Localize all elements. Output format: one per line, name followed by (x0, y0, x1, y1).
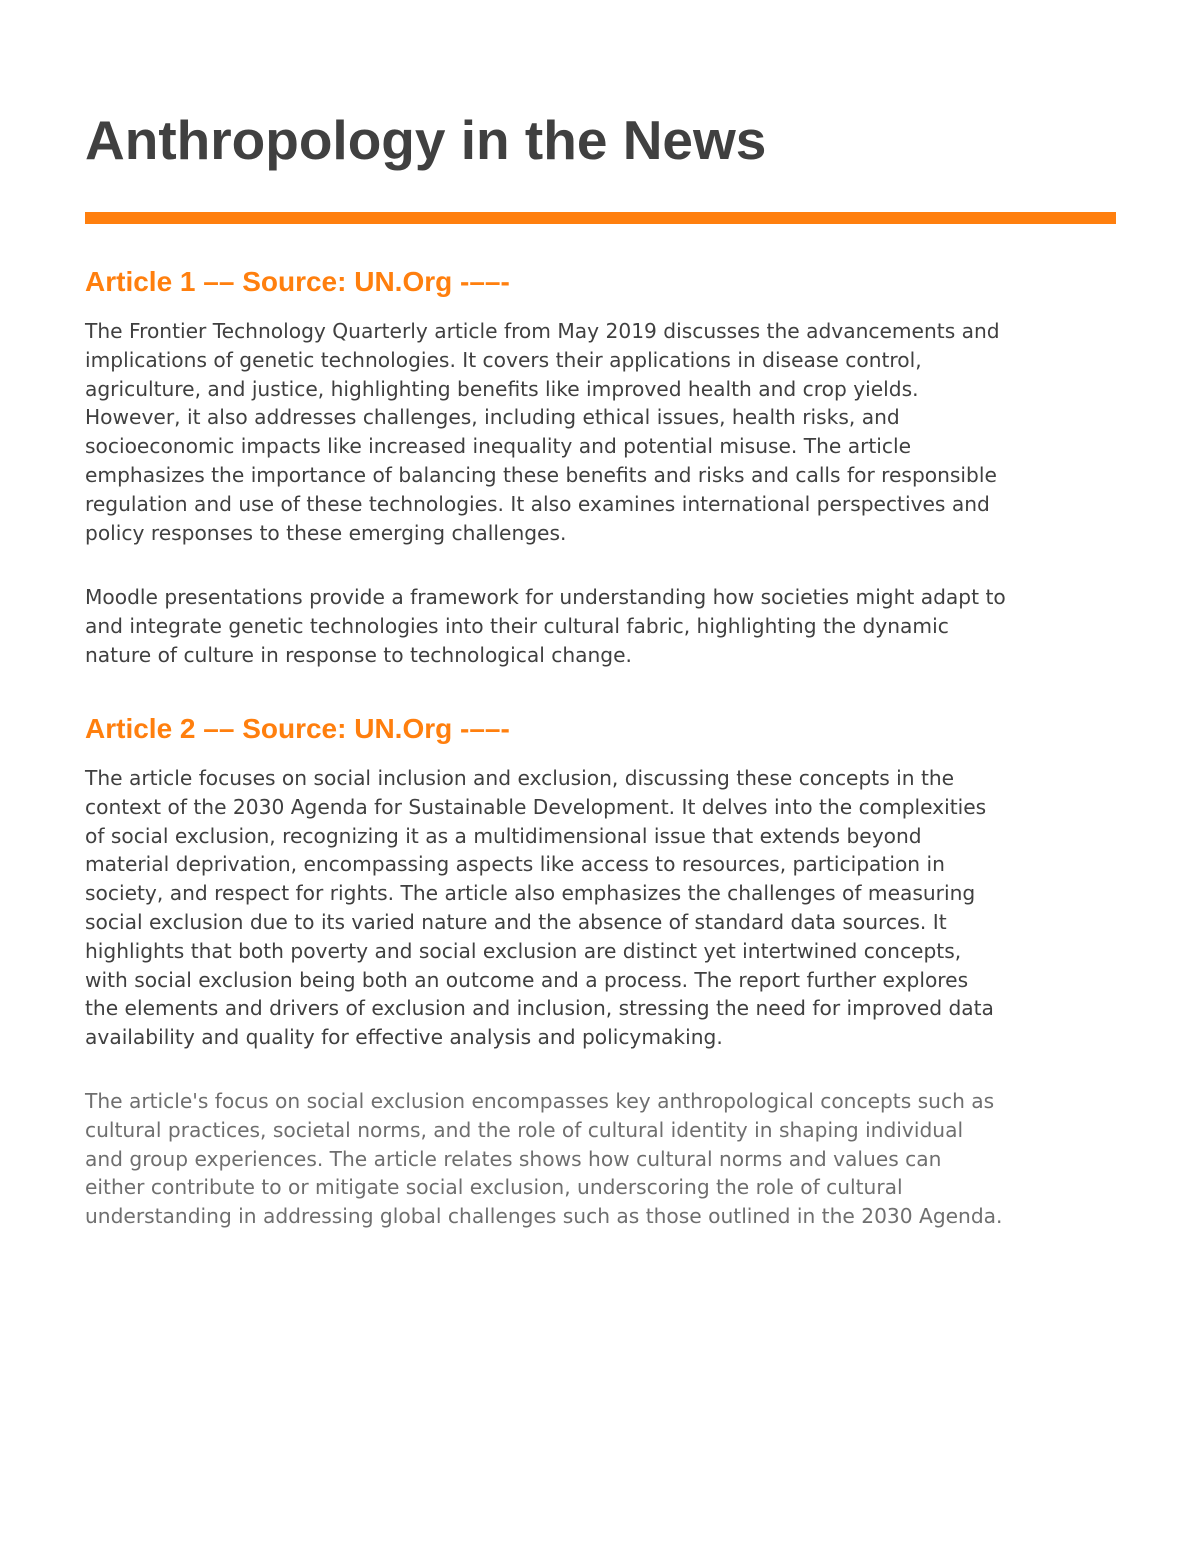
article-2-summary: The article focuses on social inclusion and exclusion, discussing these concepts in the context of the 2030 Agenda for Sustainable Development. It delves into the complexities of social exclusion, recognizing it as a multidimensional issue that extends beyond material deprivation, encompassing aspects like access to resources, participation in society, and respect for rights. The article also emphasizes the challenges of measuring social exclusion due to its varied nature and the absence of standard data sources. It highlights that both poverty and social exclusion are distinct yet intertwined concepts, with social exclusion being both an outcome and a process. The report further explores the elements and drivers of exclusion and inclusion, stressing the need for improved data availability and quality for effective analysis and policymaking. (85, 766, 994, 1050)
article-1-summary: The Frontier Technology Quarterly article from May 2019 discusses the advancements and implications of genetic technologies. It covers their applications in disease control, agriculture, and justice, highlighting benefits like improved health and crop yields. However, it also addresses challenges, including ethical issues, health risks, and socioeconomic impacts like increased inequality and potential misuse. The article emphasizes the importance of balancing these benefits and risks and calls for responsible regulation and use of these technologies. It also examines international perspectives and policy responses to these emerging challenges. (85, 319, 1000, 545)
article-2-heading: Article 2 –– Source: UN.Org -––- (85, 713, 510, 744)
article-1-reflection: Moodle presentations provide a framework for understanding how societies might adapt to and integrate genetic technologies into their cultural fabric, highlighting the dynamic nature of culture in response to technological change. (85, 585, 1006, 667)
title-divider (85, 212, 1116, 224)
article-2-reflection: The article's focus on social exclusion encompasses key anthropological concepts such as cultural practices, societal norms, and the role of cultural identity in shaping individual and group experiences. The article relates shows how cultural norms and values can either contribute to or mitigate social exclusion, underscoring the role of cultural understanding in addressing global challenges such as those outlined in the 2030 Agenda. (85, 1089, 1003, 1229)
page-title: Anthropology in the News (85, 109, 767, 171)
article-1-heading: Article 1 –– Source: UN.Org -––- (85, 266, 510, 297)
